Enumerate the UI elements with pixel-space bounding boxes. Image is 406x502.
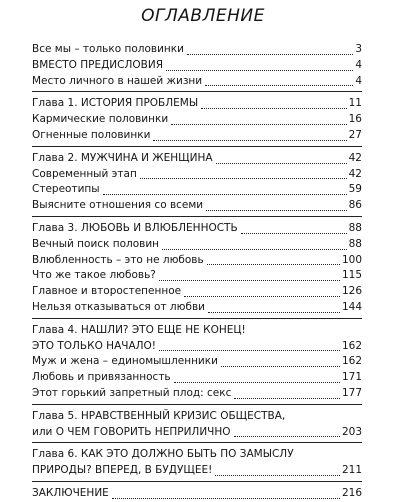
dot-leader — [162, 248, 347, 250]
toc-entry-title: Вечный поиск половин — [32, 237, 160, 250]
dot-leader — [206, 209, 346, 211]
toc-entry-title: Глава 6. КАК ЭТО ДОЛЖНО БЫТЬ ПО ЗАМЫСЛУ — [32, 448, 294, 461]
dot-leader — [159, 279, 340, 281]
toc-entry-title: ЗАКЛЮЧЕНИЕ — [32, 486, 109, 499]
dot-leader — [201, 107, 347, 109]
toc-entry[interactable] — [32, 284, 362, 300]
section-divider — [32, 404, 362, 405]
dot-leader — [215, 474, 340, 476]
toc-entry[interactable] — [32, 486, 362, 502]
toc-page-number: 144 — [341, 300, 362, 313]
toc-entry[interactable] — [32, 463, 362, 479]
toc-entry-title: Кармические половинки — [32, 113, 169, 126]
dot-leader — [159, 349, 340, 351]
toc-entry-title: Стереотипы — [32, 183, 100, 196]
toc-page-number: 177 — [341, 386, 362, 399]
toc-entry[interactable] — [32, 370, 362, 386]
toc-page-number: 171 — [341, 371, 362, 384]
dot-leader — [234, 435, 340, 437]
toc-page-number: 100 — [341, 253, 362, 266]
toc-page-number: 4 — [355, 74, 362, 87]
toc-page-number: 203 — [341, 425, 362, 438]
section-divider — [32, 318, 362, 319]
toc-page-number: 216 — [341, 486, 362, 499]
dot-leader — [221, 365, 340, 367]
toc-entry[interactable] — [32, 323, 362, 339]
toc-page-number: 4 — [355, 58, 362, 71]
toc-page-number: 59 — [348, 183, 362, 196]
toc-page-number: 88 — [348, 221, 362, 234]
dot-leader — [166, 69, 353, 71]
toc-entry-title: Все мы – только половинки — [32, 43, 184, 55]
toc-page-number: 27 — [348, 128, 362, 141]
toc-entry[interactable] — [32, 96, 362, 112]
toc-entry-title: ЭТО ТОЛЬКО НАЧАЛО! — [32, 339, 157, 352]
toc-entry-title: Выясните отношения со всеми — [32, 199, 204, 212]
toc-entry[interactable] — [32, 112, 362, 128]
dot-leader — [153, 139, 346, 141]
toc-entry-title: или О ЧЕМ ГОВОРИТЬ НЕПРИЛИЧНО — [32, 425, 231, 438]
toc-entry-title: Глава 2. МУЖЧИНА И ЖЕНЩИНА — [32, 151, 213, 164]
toc-entry-title: Любовь и привязанность — [32, 371, 171, 384]
toc-entry-title: Глава 1. ИСТОРИЯ ПРОБЛЕМЫ — [32, 97, 199, 110]
dot-leader — [234, 397, 340, 399]
toc-entry[interactable] — [32, 42, 362, 58]
toc-entry-title: ВМЕСТО ПРЕДИСЛОВИЯ — [32, 58, 164, 71]
toc-entry[interactable] — [32, 74, 362, 90]
toc-entry[interactable] — [32, 58, 362, 74]
dot-leader — [241, 232, 347, 234]
dot-leader — [205, 84, 353, 86]
dot-leader — [140, 177, 347, 179]
toc-entry[interactable] — [32, 268, 362, 284]
toc-entry[interactable] — [32, 182, 362, 198]
toc-entry-title: Глава 5. НРАВСТВЕННЫЙ КРИЗИС ОБЩЕСТВА, — [32, 409, 286, 422]
section-divider — [32, 146, 362, 147]
toc-page-number: 86 — [348, 199, 362, 212]
toc-entry[interactable] — [32, 253, 362, 269]
toc-entry[interactable] — [32, 339, 362, 355]
dot-leader — [174, 381, 340, 383]
toc-entry[interactable] — [32, 386, 362, 402]
toc-entry-title: Место личного в нашей жизни — [32, 74, 203, 87]
toc-entry[interactable] — [32, 237, 362, 253]
toc-entry[interactable] — [32, 221, 362, 237]
toc-entry-title: Глава 3. ЛЮБОВЬ И ВЛЮБЛЕННОСТЬ — [32, 221, 238, 234]
dot-leader — [207, 263, 340, 265]
section-divider — [32, 91, 362, 92]
toc-entry[interactable] — [32, 447, 362, 463]
toc-entry[interactable] — [32, 425, 362, 441]
toc-entry[interactable] — [32, 128, 362, 144]
toc-page-number: 42 — [348, 167, 362, 180]
toc-entry[interactable] — [32, 300, 362, 316]
toc-page-number: 16 — [348, 113, 362, 126]
page-title: ОГЛАВЛЕНИЕ — [141, 6, 265, 26]
toc-entry-title: Нельзя отказываться от любви — [32, 300, 205, 313]
toc-entry[interactable] — [32, 354, 362, 370]
dot-leader — [187, 53, 353, 55]
toc-page-number: 162 — [341, 339, 362, 352]
toc-page-number: 11 — [348, 97, 362, 110]
toc-entry-title: Этот горький запретный плод: секс — [32, 386, 232, 399]
toc-page-number: 115 — [341, 269, 362, 282]
toc-entry[interactable] — [32, 198, 362, 214]
toc-entry-title: Главное и второстепенное — [32, 285, 182, 298]
toc-page-number: 3 — [355, 43, 362, 55]
section-divider — [32, 216, 362, 217]
toc-entry[interactable] — [32, 151, 362, 167]
toc-entry-title: Влюбленность – это не любовь — [32, 253, 204, 266]
toc-entry[interactable] — [32, 409, 362, 425]
toc-page-number: 42 — [348, 151, 362, 164]
section-divider — [32, 481, 362, 482]
toc-page-number: 162 — [341, 355, 362, 368]
toc-page-number: 211 — [341, 464, 362, 477]
toc-entry[interactable] — [32, 167, 362, 183]
toc-page-number: 126 — [341, 285, 362, 298]
table-of-contents — [32, 42, 362, 502]
dot-leader — [216, 162, 347, 164]
dot-leader — [184, 295, 340, 297]
toc-entry-title: Что же такое любовь? — [32, 269, 156, 282]
dot-leader — [112, 497, 340, 499]
dot-leader — [103, 193, 347, 195]
toc-entry-title: Муж и жена – единомышленники — [32, 355, 218, 368]
dot-leader — [208, 311, 340, 313]
dot-leader — [171, 123, 346, 125]
toc-entry-title: Глава 4. НАШЛИ? ЭТО ЕЩЕ НЕ КОНЕЦ! — [32, 323, 246, 336]
toc-entry-title: Современный этап — [32, 167, 137, 180]
section-divider — [32, 442, 362, 443]
toc-entry-title: ПРИРОДЫ? ВПЕРЕД, В БУДУЩЕЕ! — [32, 464, 213, 477]
toc-page-number: 88 — [348, 237, 362, 250]
toc-entry-title: Огненные половинки — [32, 128, 151, 141]
